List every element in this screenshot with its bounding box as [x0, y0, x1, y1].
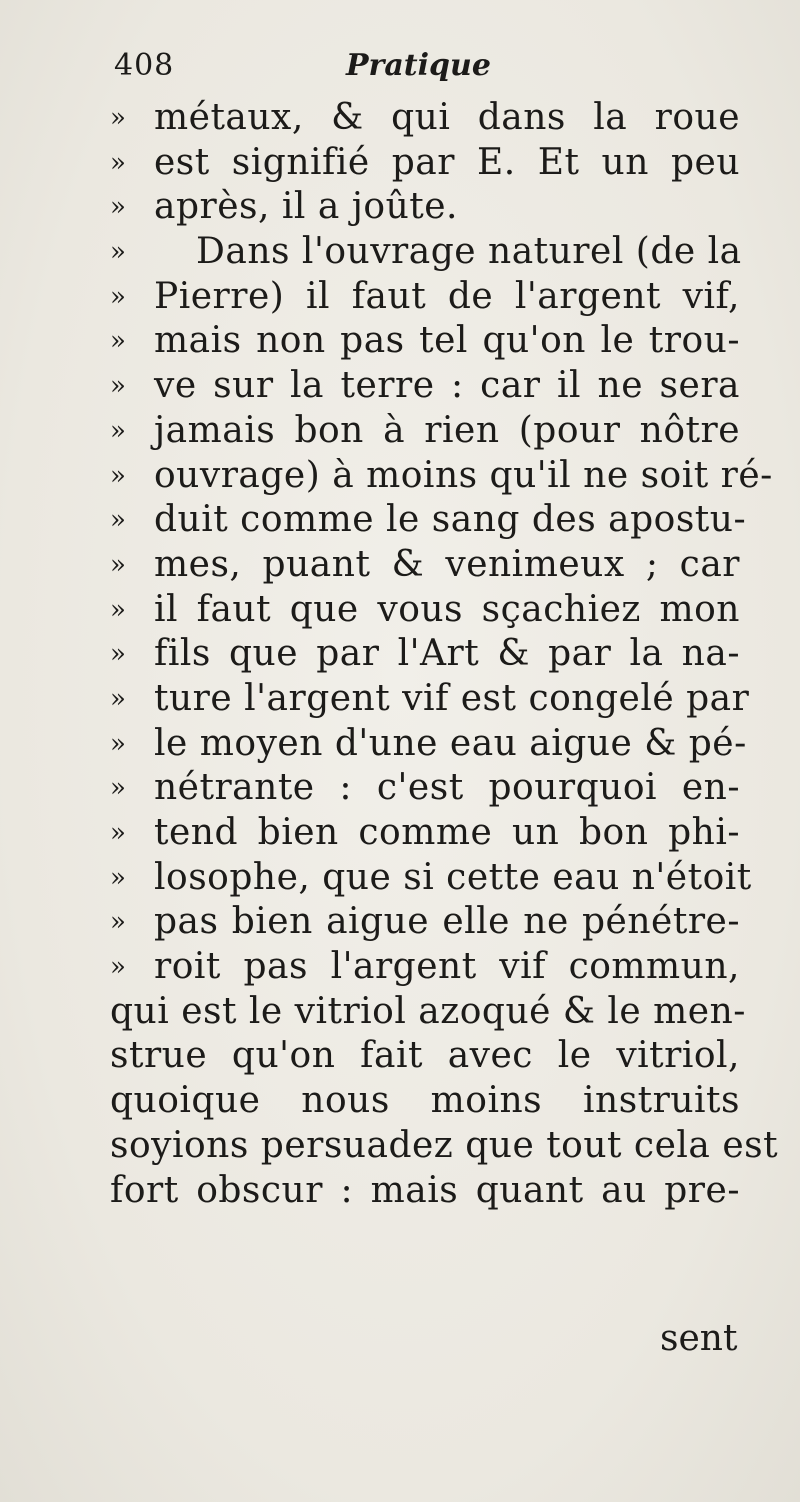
- quote-mark: »: [110, 728, 126, 759]
- quote-mark: »: [110, 639, 126, 670]
- line-text: ture l'argent vif est congelé par: [154, 677, 750, 719]
- text-line: [110, 319, 740, 364]
- quote-mark: »: [110, 818, 126, 848]
- page-header: [114, 42, 674, 92]
- quote-mark: »: [110, 415, 126, 446]
- catchword: sent: [660, 1318, 738, 1359]
- quote-mark: »: [110, 147, 126, 178]
- quote-mark: »: [110, 683, 126, 714]
- line-text: après, il a joûte.: [154, 186, 458, 228]
- text-line: [110, 543, 740, 588]
- quote-mark: »: [110, 103, 126, 133]
- line-text: le moyen d'une eau aigue & pé-: [154, 722, 747, 764]
- line-text: il faut que vous sçachiez mon: [154, 588, 740, 630]
- text-line: [110, 677, 750, 722]
- line-text: roit pas l'argent vif commun,: [154, 946, 740, 988]
- text-line: [110, 364, 740, 409]
- quote-mark: »: [110, 281, 126, 312]
- text-line: [110, 275, 740, 320]
- quote-mark: »: [110, 505, 126, 536]
- text-line: [110, 722, 747, 767]
- line-text: est signifié par E. Et un peu: [154, 141, 740, 183]
- line-text: ouvrage) à moins qu'il ne soit ré-: [154, 454, 773, 496]
- line-text: Dans l'ouvrage naturel (de la: [196, 231, 742, 273]
- body-text: [110, 96, 779, 1213]
- line-text: fils que par l'Art & par la na-: [154, 633, 740, 675]
- quote-mark: »: [110, 907, 126, 938]
- text-line: [110, 766, 740, 811]
- line-text: duit comme le sang des apostu-: [154, 499, 747, 541]
- text-line: [110, 856, 752, 901]
- text-line: [110, 96, 740, 141]
- text-line: [110, 1124, 779, 1169]
- text-line: [110, 454, 773, 499]
- line-text: nétrante : c'est pourquoi en-: [154, 767, 740, 809]
- line-text: soyions persuadez que tout cela est: [110, 1124, 779, 1166]
- text-line: [110, 632, 740, 677]
- line-text: mais non pas tel qu'on le trou-: [154, 320, 740, 362]
- text-line: [110, 1034, 740, 1079]
- text-line: [110, 945, 740, 990]
- line-text: losophe, que si cette eau n'étoit: [154, 856, 752, 898]
- line-text: ve sur la terre : car il ne sera: [154, 365, 740, 407]
- quote-mark: »: [110, 952, 126, 983]
- line-text: quoique nous moins instruits: [110, 1080, 740, 1122]
- text-line: [110, 141, 740, 186]
- line-text: tend bien comme un bon phi-: [154, 812, 740, 853]
- line-text: mes, puant & venimeux ; car: [154, 543, 740, 585]
- quote-mark: »: [110, 862, 126, 893]
- page-number: 408: [114, 48, 175, 83]
- quote-mark: »: [110, 549, 126, 580]
- quote-mark: »: [110, 326, 126, 357]
- line-text: Pierre) il faut de l'argent vif,: [154, 275, 740, 317]
- text-line: [110, 811, 740, 856]
- quote-mark: »: [110, 460, 126, 491]
- text-line: [110, 498, 747, 543]
- quote-mark: »: [110, 773, 126, 804]
- line-text: métaux, & qui dans la roue: [154, 97, 740, 138]
- line-text: qui est le vitriol azoqué & le men-: [110, 990, 746, 1032]
- text-line: [110, 1079, 740, 1124]
- line-text: pas bien aigue elle ne pénétre-: [154, 901, 740, 943]
- text-line: [110, 185, 740, 230]
- text-line: [110, 990, 746, 1035]
- line-text: strue qu'on fait avec le vitriol,: [110, 1035, 740, 1077]
- text-line: [110, 1169, 740, 1214]
- line-text: jamais bon à rien (pour nôtre: [154, 409, 740, 451]
- text-line: [110, 588, 740, 633]
- running-title: Pratique: [346, 48, 491, 83]
- text-line: [110, 409, 740, 454]
- text-line: [110, 900, 740, 945]
- quote-mark: »: [110, 192, 126, 223]
- line-text: fort obscur : mais quant au pre-: [110, 1169, 740, 1211]
- quote-mark: »: [110, 594, 126, 625]
- text-line: [110, 230, 740, 275]
- quote-mark: »: [110, 371, 126, 402]
- quote-mark: »: [110, 237, 126, 268]
